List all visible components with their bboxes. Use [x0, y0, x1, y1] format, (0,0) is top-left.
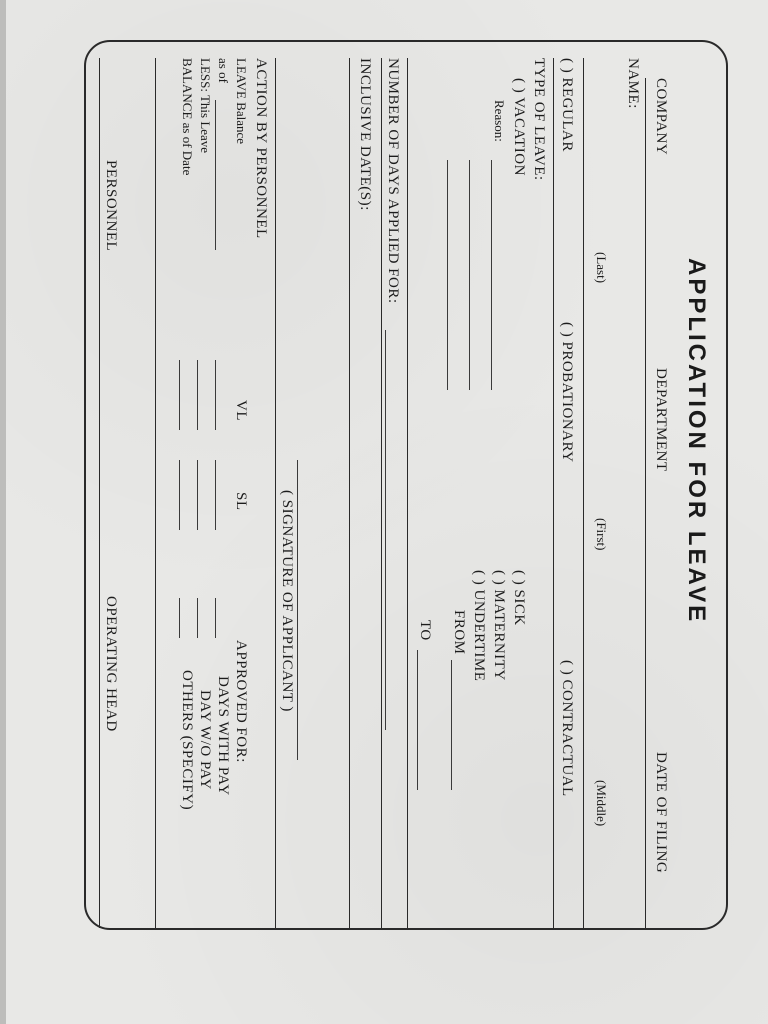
signature-rule — [275, 58, 276, 928]
others-label: OTHERS (SPECIFY) — [179, 670, 195, 811]
vl-column-label: VL — [233, 400, 249, 421]
sl-balance-blank[interactable] — [179, 460, 180, 530]
sl-column-label: SL — [233, 492, 249, 511]
days-with-pay-label: DAYS WITH PAY — [215, 676, 231, 796]
name-rule — [583, 58, 584, 928]
day-wo-pay-blank[interactable] — [197, 598, 198, 638]
probationary-checkbox[interactable]: ( ) PROBATIONARY — [559, 322, 575, 463]
personnel-signatory: PERSONNEL — [103, 160, 119, 252]
days-rule — [381, 58, 382, 928]
type-of-leave-label: TYPE OF LEAVE: — [531, 58, 547, 181]
name-label: NAME: — [625, 58, 641, 109]
reason-blank-1[interactable] — [491, 160, 492, 390]
from-label: FROM — [451, 610, 467, 655]
days-applied-label: NUMBER OF DAYS APPLIED FOR: — [385, 58, 401, 304]
action-rule — [155, 58, 156, 928]
inclusive-dates-label: INCLUSIVE DATE(S): — [357, 58, 373, 211]
footer-rule — [99, 58, 100, 928]
reason-blank-3[interactable] — [447, 160, 448, 390]
reason-blank-2[interactable] — [469, 160, 470, 390]
department-label: DEPARTMENT — [653, 368, 669, 472]
regular-checkbox[interactable]: ( ) REGULAR — [559, 58, 575, 152]
as-of-label: as of — [216, 58, 231, 83]
reason-label: Reason: — [492, 100, 507, 142]
header-rule — [645, 78, 646, 928]
from-blank[interactable] — [451, 660, 452, 790]
less-this-leave-label: LESS: This Leave — [198, 58, 213, 154]
approved-for-label: APPROVED FOR: — [233, 640, 249, 763]
vl-less-blank[interactable] — [197, 360, 198, 430]
form-title: APPLICATION FOR LEAVE — [683, 258, 710, 625]
others-blank[interactable] — [179, 598, 180, 638]
dates-rule — [349, 58, 350, 928]
sick-checkbox[interactable]: ( ) SICK — [511, 570, 527, 626]
leave-balance-label: LEAVE Balance — [234, 58, 249, 145]
name-first-caption: (First) — [594, 518, 609, 551]
signature-caption: ( SIGNATURE OF APPLICANT ) — [279, 490, 295, 712]
vacation-checkbox[interactable]: ( ) VACATION — [511, 78, 527, 176]
action-heading: ACTION BY PERSONNEL — [253, 58, 269, 239]
signature-line[interactable] — [297, 460, 298, 760]
vl-as-of-blank[interactable] — [215, 360, 216, 430]
days-applied-blank[interactable] — [385, 330, 386, 730]
as-of-blank[interactable] — [215, 100, 216, 250]
leave-type-rule — [407, 58, 408, 928]
to-blank[interactable] — [417, 650, 418, 790]
date-of-filing-label: DATE OF FILING — [653, 752, 669, 874]
maternity-checkbox[interactable]: ( ) MATERNITY — [491, 570, 507, 681]
day-wo-pay-label: DAY W/O PAY — [197, 690, 213, 790]
operating-head-signatory: OPERATING HEAD — [103, 596, 119, 732]
days-with-pay-blank[interactable] — [215, 598, 216, 638]
name-middle-caption: (Middle) — [594, 780, 609, 827]
employment-rule — [553, 58, 554, 928]
to-label: TO — [417, 620, 433, 641]
company-label: COMPANY — [653, 78, 669, 156]
vl-balance-blank[interactable] — [179, 360, 180, 430]
name-last-caption: (Last) — [594, 252, 609, 284]
balance-label: BALANCE as of Date — [180, 58, 195, 176]
contractual-checkbox[interactable]: ( ) CONTRACTUAL — [559, 660, 575, 797]
sl-as-of-blank[interactable] — [215, 460, 216, 530]
sl-less-blank[interactable] — [197, 460, 198, 530]
undertime-checkbox[interactable]: ( ) UNDERTIME — [471, 570, 487, 682]
